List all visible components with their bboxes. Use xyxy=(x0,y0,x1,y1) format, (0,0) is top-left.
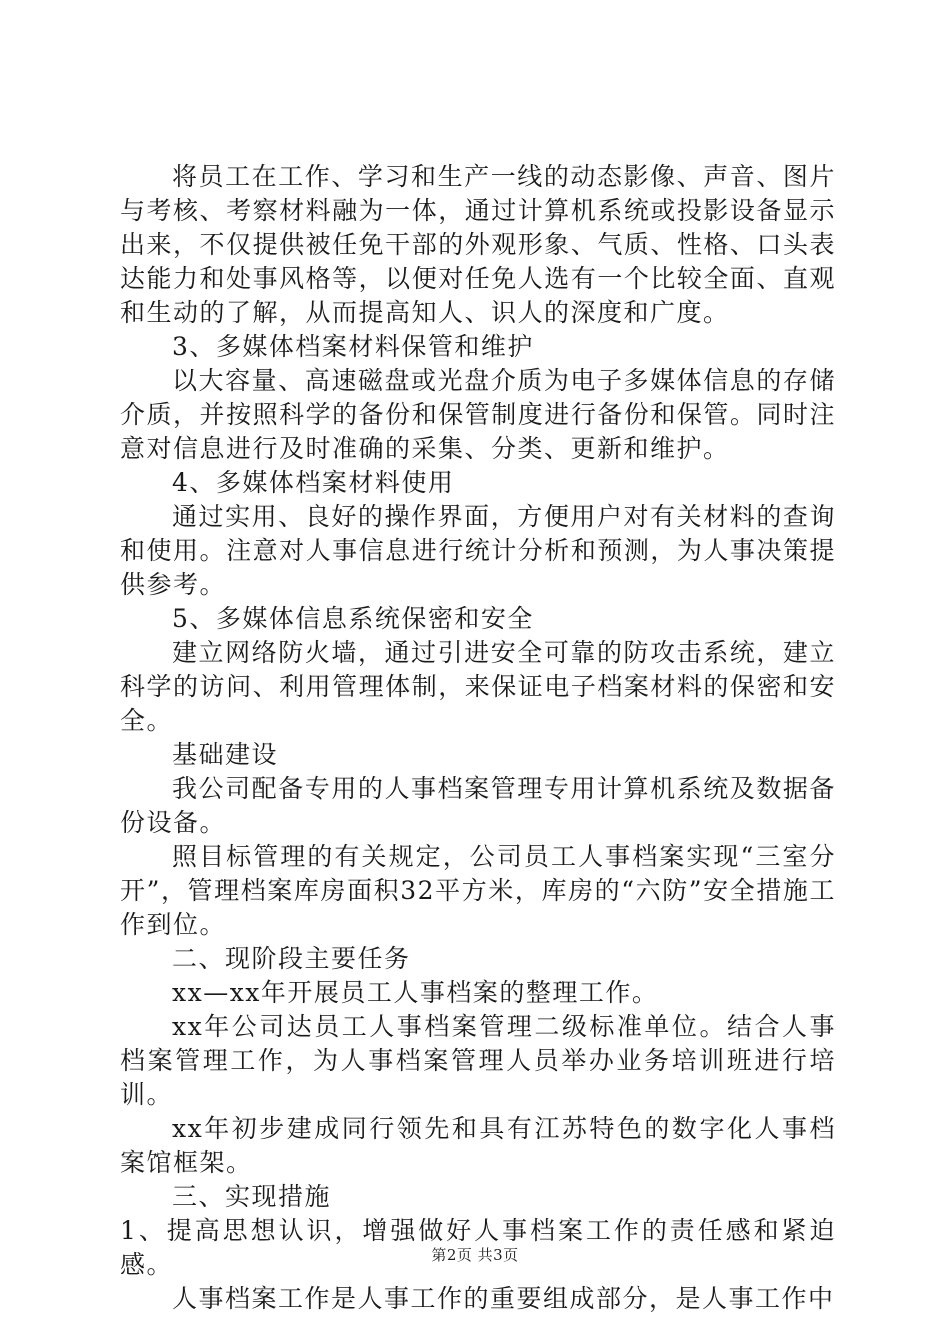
paragraph-storage: 以大容量、高速磁盘或光盘介质为电子多媒体信息的存储介质，并按照科学的备份和保管制度进行备份和保管。同时注意对信息进行及时准确的采集、分类、更新和维护。 xyxy=(120,366,836,463)
section-heading-usage: 4、多媒体档案材料使用 xyxy=(172,468,455,497)
section-heading-storage: 3、多媒体档案材料保管和维护 xyxy=(172,332,534,361)
section-heading-infrastructure: 基础建设 xyxy=(172,740,279,769)
page-footer: 第2页 共3页 xyxy=(431,1246,519,1264)
paragraph-awareness: 人事档案工作是人事工作的重要组成部分，是人事工作中 xyxy=(172,1284,835,1313)
section-heading-security: 5、多媒体信息系统保密和安全 xyxy=(172,604,534,633)
paragraph-usage: 通过实用、良好的操作界面，方便用户对有关材料的查询和使用。注意对人事信息进行统计分析和预测，为人事决策提供参考。 xyxy=(120,502,836,599)
paragraph-infrastructure-equipment: 我公司配备专用的人事档案管理专用计算机系统及数据备份设备。 xyxy=(120,774,836,837)
paragraph-media-integration: 将员工在工作、学习和生产一线的动态影像、声音、图片与考核、考察材料融为一体，通过计算机系统或投影设备显示出来，不仅提供被任免干部的外观形象、气质、性格、口头表达能力和处事风格等，以便对任免人选有一个比较全面、直观和生动的了解，从而提高知人、识人的深度和广度。 xyxy=(120,162,836,327)
paragraph-task-1: xx—xx年开展员工人事档案的整理工作。 xyxy=(172,978,659,1007)
document-body xyxy=(120,160,836,1316)
paragraph-task-2: xx年公司达员工人事档案管理二级标准单位。结合人事档案管理工作，为人事档案管理人员举办业务培训班进行培训。 xyxy=(120,1012,836,1109)
section-heading-measures: 三、实现措施 xyxy=(172,1182,332,1211)
section-heading-tasks: 二、现阶段主要任务 xyxy=(172,944,411,973)
paragraph-security: 建立网络防火墙，通过引进安全可靠的防攻击系统，建立科学的访问、利用管理体制，来保证电子档案材料的保密和安全。 xyxy=(120,638,836,735)
paragraph-infrastructure-rooms: 照目标管理的有关规定，公司员工人事档案实现“三室分开”，管理档案库房面积32平方米，库房的“六防”安全措施工作到位。 xyxy=(120,842,836,939)
paragraph-task-3: xx年初步建成同行领先和具有江苏特色的数字化人事档案馆框架。 xyxy=(120,1114,836,1177)
subsection-heading-awareness: 1、提高思想认识，增强做好人事档案工作的责任感和紧迫感。 xyxy=(120,1216,836,1279)
